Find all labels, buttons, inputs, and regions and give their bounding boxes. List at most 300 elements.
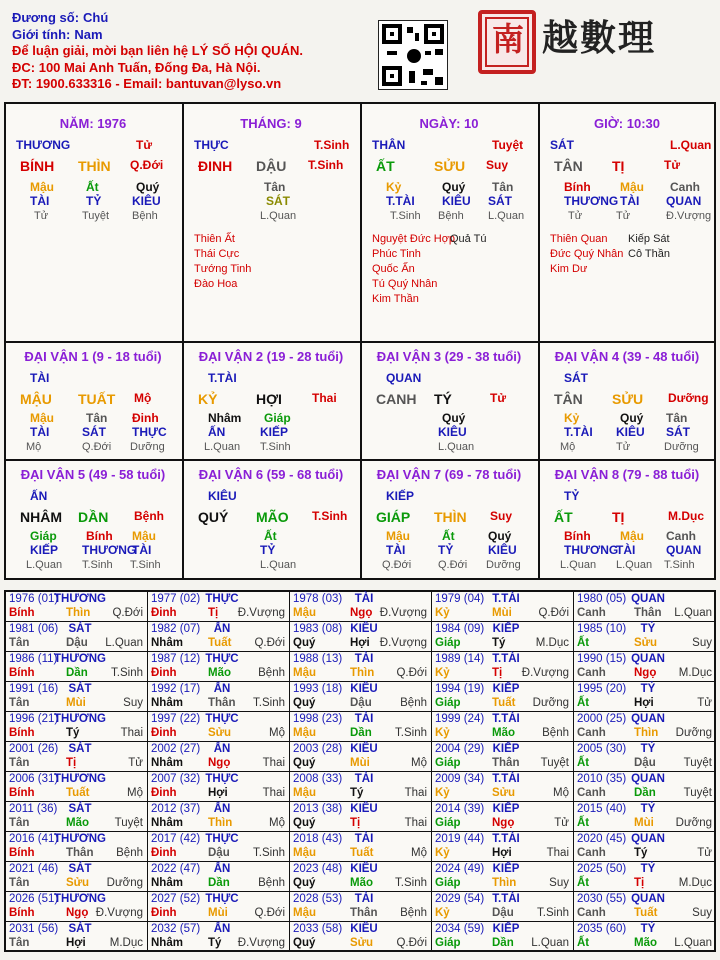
hidden-god-2: KIÊU bbox=[616, 425, 645, 439]
dai-van-chi: TÝ bbox=[434, 391, 452, 407]
year-phase: Đ.Vượng bbox=[237, 607, 285, 619]
year-god: QUAN bbox=[631, 653, 665, 665]
year-god: ẤN bbox=[213, 623, 231, 635]
year-label: 2027 (52) bbox=[151, 893, 201, 905]
year-cell bbox=[148, 712, 290, 742]
year-god: SÁT bbox=[68, 683, 92, 695]
year-god: TÀI bbox=[354, 713, 374, 725]
year-phase: T.Sinh bbox=[395, 877, 427, 889]
year-chi: Mão bbox=[66, 817, 89, 829]
year-label: 1980 (05) bbox=[577, 593, 627, 605]
pillar-chi: THÌN bbox=[78, 158, 111, 174]
year-phase: Suy bbox=[123, 697, 143, 709]
year-god: KIÊU bbox=[350, 863, 378, 875]
year-god: T.TÀI bbox=[492, 893, 520, 905]
year-chi: Ngọ bbox=[634, 667, 657, 679]
year-cell bbox=[6, 922, 148, 952]
year-chi: Hợi bbox=[492, 847, 512, 859]
year-cell bbox=[432, 862, 574, 892]
hidden-god-1: TÀI bbox=[386, 543, 406, 557]
pillar-pos: Suy bbox=[486, 158, 509, 172]
year-god: THỰC bbox=[205, 833, 239, 845]
year-phase: Mộ bbox=[411, 757, 427, 769]
year-label: 2015 (40) bbox=[577, 803, 627, 815]
year-can: Mậu bbox=[293, 907, 316, 919]
year-can: Đinh bbox=[151, 667, 177, 679]
year-cell bbox=[574, 652, 716, 682]
year-label: 1976 (01) bbox=[9, 593, 59, 605]
year-label: 1995 (20) bbox=[577, 683, 627, 695]
pillars-grid bbox=[4, 102, 716, 580]
year-label: 2021 (46) bbox=[9, 863, 59, 875]
special-star: Phúc Tinh bbox=[372, 248, 421, 260]
year-label: 2012 (37) bbox=[151, 803, 201, 815]
year-can: Bính bbox=[9, 847, 35, 859]
year-label: 2020 (45) bbox=[577, 833, 627, 845]
year-chi: Mùi bbox=[634, 817, 654, 829]
pillar-can: ĐINH bbox=[198, 158, 233, 174]
year-chi: Dần bbox=[208, 877, 230, 889]
year-chi: Tý bbox=[66, 727, 80, 739]
year-can: Giáp bbox=[435, 757, 461, 769]
year-phase: Bệnh bbox=[258, 877, 285, 889]
hidden-god-3: THỰC bbox=[132, 425, 167, 439]
year-label: 2023 (48) bbox=[293, 863, 343, 875]
year-cell bbox=[432, 892, 574, 922]
year-can: Quý bbox=[293, 697, 316, 709]
year-label: 2011 (36) bbox=[9, 803, 58, 815]
year-phase: Bệnh bbox=[542, 727, 569, 739]
year-can: Tân bbox=[9, 817, 30, 829]
qr-code bbox=[378, 20, 448, 90]
hidden-god-2: TÀI bbox=[616, 543, 636, 557]
dai-van-7 bbox=[362, 461, 538, 577]
year-cell bbox=[6, 862, 148, 892]
year-can: Kỷ bbox=[435, 607, 450, 619]
so-label: Đương số: bbox=[12, 10, 80, 25]
year-god: THỰC bbox=[205, 893, 239, 905]
pillar-can: ẤT bbox=[376, 158, 395, 174]
year-can: Đinh bbox=[151, 907, 177, 919]
year-chi: Thìn bbox=[66, 607, 91, 619]
year-cell bbox=[148, 892, 290, 922]
year-god: QUAN bbox=[631, 833, 665, 845]
year-label: 2006 (31) bbox=[9, 773, 59, 785]
year-cell bbox=[290, 772, 432, 802]
year-chi: Tý bbox=[492, 637, 506, 649]
dai-van-god: ẤN bbox=[30, 489, 48, 503]
year-chi: Dậu bbox=[208, 847, 230, 859]
year-cell bbox=[148, 742, 290, 772]
year-label: 1991 (16) bbox=[9, 683, 59, 695]
year-god: T.TÀI bbox=[492, 593, 520, 605]
hidden-god-3: QUAN bbox=[666, 543, 702, 557]
hidden-phase-1: Tử bbox=[568, 210, 583, 222]
year-chi: Ngọ bbox=[208, 757, 231, 769]
year-can: Bính bbox=[9, 607, 35, 619]
hidden-stem-2: Quý bbox=[620, 411, 644, 425]
hidden-stem-2: Tân bbox=[264, 180, 286, 194]
hidden-god-2: TÀI bbox=[620, 194, 640, 208]
dai-van-chi: HỢI bbox=[256, 391, 282, 407]
year-god: SÁT bbox=[68, 803, 92, 815]
year-chi: Tị bbox=[492, 667, 503, 679]
dai-van-1 bbox=[6, 343, 182, 459]
special-star: Thiên Ất bbox=[194, 233, 235, 245]
hidden-stem-2: Ất bbox=[442, 529, 455, 543]
year-cell bbox=[148, 592, 290, 622]
year-god: KIẾP bbox=[492, 923, 520, 935]
dai-van-phase: Thai bbox=[312, 391, 337, 405]
year-label: 2010 (35) bbox=[577, 773, 627, 785]
year-phase: L.Quan bbox=[674, 607, 712, 619]
pillar-chi: SỬU bbox=[434, 158, 466, 174]
brand-title: 越數理 bbox=[542, 17, 657, 59]
year-phase: Q.Đới bbox=[538, 607, 569, 619]
pillar-pos: T.Sinh bbox=[308, 158, 344, 172]
year-phase: Mộ bbox=[269, 727, 285, 739]
year-cell bbox=[290, 832, 432, 862]
year-cell bbox=[432, 682, 574, 712]
year-can: Canh bbox=[577, 787, 606, 799]
year-phase: Mộ bbox=[127, 787, 143, 799]
hidden-stem-2: Mậu bbox=[620, 180, 644, 194]
year-label: 2019 (44) bbox=[435, 833, 485, 845]
year-phase: Bệnh bbox=[258, 667, 285, 679]
year-chi: Dậu bbox=[634, 757, 656, 769]
year-label: 2014 (39) bbox=[435, 803, 485, 815]
year-can: Ất bbox=[577, 817, 590, 829]
hidden-stem-1: Kỷ bbox=[386, 180, 402, 194]
hidden-god-1: ẤN bbox=[208, 425, 226, 439]
year-chi: Mão bbox=[208, 667, 231, 679]
year-label: 2034 (59) bbox=[435, 923, 485, 935]
hidden-phase-1: L.Quan bbox=[560, 559, 597, 571]
dai-van-title: ĐẠI VẬN 6 (59 - 68 tuổi) bbox=[198, 467, 344, 482]
header-info bbox=[12, 10, 303, 93]
year-god: KIẾP bbox=[492, 863, 520, 875]
year-label: 2028 (53) bbox=[293, 893, 343, 905]
dai-van-god: KIÊU bbox=[208, 489, 237, 503]
year-chi: Hợi bbox=[66, 937, 86, 949]
dai-van-can: MẬU bbox=[20, 391, 52, 407]
dai-van-6 bbox=[184, 461, 360, 577]
dai-van-chi: TUẤT bbox=[78, 391, 116, 407]
hidden-phase-1: Mộ bbox=[560, 441, 576, 453]
pillar-title: NGÀY: 10 bbox=[419, 116, 479, 131]
hidden-phase-2: Bệnh bbox=[438, 210, 464, 222]
hidden-god-3: QUAN bbox=[666, 194, 702, 208]
hidden-god-2: KIẾP bbox=[260, 425, 289, 439]
year-god: THỰC bbox=[205, 773, 239, 785]
dai-van-5 bbox=[6, 461, 182, 577]
year-label: 2026 (51) bbox=[9, 893, 59, 905]
year-chi: Dần bbox=[66, 667, 88, 679]
hidden-god-2: KIÊU bbox=[438, 425, 467, 439]
dai-van-title: ĐẠI VẬN 1 (9 - 18 tuổi) bbox=[24, 349, 162, 364]
year-phase: Q.Đới bbox=[396, 667, 427, 679]
pillar-title: THÁNG: 9 bbox=[240, 116, 302, 131]
year-can: Quý bbox=[293, 637, 316, 649]
year-cell bbox=[290, 742, 432, 772]
year-label: 1984 (09) bbox=[435, 623, 485, 635]
year-can: Nhâm bbox=[151, 757, 183, 769]
hidden-god-3: TÀI bbox=[132, 543, 152, 557]
hidden-stem-3: Canh bbox=[670, 180, 700, 194]
pillar-can: BÍNH bbox=[20, 158, 55, 174]
year-label: 2009 (34) bbox=[435, 773, 485, 785]
year-can: Tân bbox=[9, 637, 30, 649]
year-cell bbox=[290, 892, 432, 922]
year-label: 1990 (15) bbox=[577, 653, 627, 665]
year-label: 1982 (07) bbox=[151, 623, 201, 635]
special-star: Kiếp Sát bbox=[628, 233, 670, 245]
year-cell bbox=[574, 712, 716, 742]
year-chi: Thìn bbox=[208, 817, 233, 829]
dai-van-phase: Bệnh bbox=[134, 509, 164, 523]
hidden-phase-2: Tử bbox=[616, 441, 631, 453]
year-chi: Mão bbox=[492, 727, 515, 739]
year-can: Canh bbox=[577, 667, 606, 679]
dai-van-title: ĐẠI VẬN 2 (19 - 28 tuổi) bbox=[198, 349, 344, 364]
hidden-phase-1: L.Quan bbox=[204, 441, 241, 453]
pillar-god: THỰC bbox=[194, 138, 229, 152]
year-phase: M.Dục bbox=[678, 877, 712, 889]
pillar-pos: Tử bbox=[664, 158, 681, 172]
year-can: Tân bbox=[9, 877, 30, 889]
year-label: 2013 (38) bbox=[293, 803, 343, 815]
year-can: Ất bbox=[577, 637, 590, 649]
year-label: 1978 (03) bbox=[293, 593, 343, 605]
year-phase: Đ.Vượng bbox=[379, 607, 427, 619]
hidden-stem-1: Mậu bbox=[386, 529, 410, 543]
special-star: Kim Dư bbox=[550, 263, 588, 275]
year-phase: Thai bbox=[404, 787, 427, 799]
gender-value: Nam bbox=[74, 26, 103, 42]
year-god: TỶ bbox=[640, 923, 656, 935]
year-cell bbox=[6, 592, 148, 622]
year-label: 1992 (17) bbox=[151, 683, 201, 695]
hidden-stem-3: Quý bbox=[488, 529, 512, 543]
year-god: KIÊU bbox=[350, 623, 378, 635]
year-phase: Suy bbox=[692, 637, 712, 649]
pillar-phase: L.Quan bbox=[670, 138, 712, 152]
year-chi: Sửu bbox=[350, 937, 374, 949]
year-label: 2035 (60) bbox=[577, 923, 627, 935]
year-phase: Q.Đới bbox=[396, 937, 427, 949]
year-chi: Sửu bbox=[492, 787, 516, 799]
year-chi: Tị bbox=[350, 817, 361, 829]
year-chi: Tý bbox=[634, 847, 648, 859]
hidden-phase-3: Dưỡng bbox=[130, 441, 165, 453]
hidden-phase-3: T.Sinh bbox=[130, 559, 161, 571]
pillar-god: SÁT bbox=[550, 138, 574, 152]
year-label: 1998 (23) bbox=[293, 713, 343, 725]
year-phase: Mộ bbox=[269, 817, 285, 829]
year-chi: Tuất bbox=[634, 907, 658, 919]
special-star: Thiên Quan bbox=[550, 233, 608, 245]
pillar-god: THƯƠNG bbox=[16, 138, 71, 152]
year-cell bbox=[148, 832, 290, 862]
year-cell bbox=[574, 742, 716, 772]
year-god: KIÊU bbox=[350, 683, 378, 695]
year-god: THƯƠNG bbox=[54, 593, 106, 605]
year-label: 2002 (27) bbox=[151, 743, 201, 755]
dai-van-chi: THÌN bbox=[434, 509, 467, 525]
year-phase: M.Dục bbox=[535, 637, 569, 649]
year-phase: Tử bbox=[554, 817, 569, 829]
year-god: TÀI bbox=[354, 593, 374, 605]
year-label: 1977 (02) bbox=[151, 593, 201, 605]
hidden-god-1: T.TÀI bbox=[386, 194, 415, 208]
year-label: 1986 (11) bbox=[9, 653, 58, 665]
hidden-god-1: T.TÀI bbox=[564, 425, 593, 439]
year-chi: Tý bbox=[350, 787, 364, 799]
year-can: Kỷ bbox=[435, 847, 450, 859]
year-can: Tân bbox=[9, 697, 30, 709]
year-phase: Bệnh bbox=[400, 697, 427, 709]
year-phase: L.Quan bbox=[531, 937, 569, 949]
year-phase: L.Quan bbox=[105, 637, 143, 649]
hidden-stem-1: Bính bbox=[564, 180, 591, 194]
year-cell bbox=[6, 892, 148, 922]
dai-van-god: T.TÀI bbox=[208, 371, 237, 385]
year-chi: Mùi bbox=[492, 607, 512, 619]
dai-van-chi: MÃO bbox=[256, 509, 289, 525]
hidden-god-2: TỶ bbox=[260, 543, 276, 557]
special-star: Đào Hoa bbox=[194, 278, 238, 290]
year-god: THỰC bbox=[205, 593, 239, 605]
dai-van-title: ĐẠI VẬN 8 (79 - 88 tuổi) bbox=[554, 467, 700, 482]
year-cell bbox=[574, 622, 716, 652]
year-cell bbox=[6, 832, 148, 862]
year-phase: Dưỡng bbox=[106, 877, 143, 889]
year-cell bbox=[6, 772, 148, 802]
hidden-phase-1: L.Quan bbox=[26, 559, 63, 571]
year-can: Nhâm bbox=[151, 637, 183, 649]
year-god: THƯƠNG bbox=[54, 833, 106, 845]
address-line: ĐC: 100 Mai Anh Tuấn, Đống Đa, Hà Nội. bbox=[12, 59, 261, 75]
dai-van-god: QUAN bbox=[386, 371, 422, 385]
year-phase: M.Dục bbox=[109, 937, 143, 949]
year-chi: Tuất bbox=[66, 787, 90, 799]
year-god: THƯƠNG bbox=[54, 893, 106, 905]
year-phase: T.Sinh bbox=[395, 727, 427, 739]
year-phase: Thai bbox=[546, 847, 569, 859]
year-label: 2007 (32) bbox=[151, 773, 201, 785]
dai-van-god: KIẾP bbox=[386, 489, 415, 503]
pillar-title: NĂM: 1976 bbox=[59, 116, 127, 131]
year-label: 1999 (24) bbox=[435, 713, 485, 725]
year-god: TỶ bbox=[640, 803, 656, 815]
year-cell bbox=[6, 682, 148, 712]
hidden-phase-1: Tử bbox=[34, 210, 49, 222]
contact-line: Để luận giải, mời bạn liên hệ LÝ SỐ HỘI QUÁN. bbox=[12, 43, 303, 58]
hidden-phase-2: Tử bbox=[616, 210, 631, 222]
hidden-phase-2: L.Quan bbox=[438, 441, 475, 453]
year-cell bbox=[148, 772, 290, 802]
year-can: Bính bbox=[9, 787, 35, 799]
dai-van-chi: TỊ bbox=[612, 509, 625, 525]
year-label: 1981 (06) bbox=[9, 623, 59, 635]
year-chi: Sửu bbox=[634, 637, 658, 649]
year-god: QUAN bbox=[631, 593, 665, 605]
pillar-phase: Tuyệt bbox=[492, 138, 524, 152]
year-phase: T.Sinh bbox=[537, 907, 569, 919]
year-chi: Tị bbox=[634, 877, 645, 889]
dai-van-title: ĐẠI VẬN 5 (49 - 58 tuổi) bbox=[20, 467, 166, 482]
hidden-stem-1: Bính bbox=[564, 529, 591, 543]
year-label: 1985 (10) bbox=[577, 623, 627, 635]
hidden-stem-3: Tân bbox=[492, 180, 514, 194]
hidden-stem-2: Quý bbox=[442, 180, 466, 194]
year-can: Ất bbox=[577, 757, 590, 769]
year-chi: Ngọ bbox=[66, 907, 89, 919]
year-god: QUAN bbox=[631, 713, 665, 725]
year-can: Đinh bbox=[151, 607, 177, 619]
year-chi: Mùi bbox=[208, 907, 228, 919]
year-cell bbox=[432, 742, 574, 772]
hidden-phase-1: T.Sinh bbox=[390, 210, 421, 222]
year-god: THƯƠNG bbox=[54, 773, 106, 785]
year-phase: Tử bbox=[697, 697, 712, 709]
hidden-god-3: KIÊU bbox=[132, 194, 161, 208]
year-can: Kỷ bbox=[435, 787, 450, 799]
hidden-stem-2: Ất bbox=[86, 180, 99, 194]
hidden-stem-2: Mậu bbox=[620, 529, 644, 543]
year-can: Mậu bbox=[293, 667, 316, 679]
hidden-god-1: TÀI bbox=[30, 425, 50, 439]
year-label: 1987 (12) bbox=[151, 653, 201, 665]
pillar-1 bbox=[184, 104, 360, 341]
hidden-stem-3: Đinh bbox=[132, 411, 159, 425]
year-label: 2024 (49) bbox=[435, 863, 485, 875]
year-label: 1997 (22) bbox=[151, 713, 201, 725]
year-can: Mậu bbox=[293, 847, 316, 859]
hidden-stem-1: Giáp bbox=[30, 529, 57, 543]
dai-van-phase: Mộ bbox=[134, 391, 152, 405]
year-god: KIÊU bbox=[350, 803, 378, 815]
year-god: ẤN bbox=[213, 683, 231, 695]
year-chi: Thân bbox=[66, 847, 94, 859]
hidden-god-2: SÁT bbox=[82, 425, 106, 439]
year-phase: Thai bbox=[404, 817, 427, 829]
year-god: THỰC bbox=[205, 713, 239, 725]
dai-van-2 bbox=[184, 343, 360, 459]
year-cell bbox=[574, 922, 716, 952]
hidden-god-2: KIÊU bbox=[442, 194, 471, 208]
year-chi: Tị bbox=[208, 607, 219, 619]
year-cell bbox=[6, 802, 148, 832]
year-chi: Thân bbox=[634, 607, 662, 619]
year-cell bbox=[290, 652, 432, 682]
special-star: Thái Cực bbox=[194, 248, 240, 260]
dai-van-8 bbox=[540, 461, 716, 577]
year-can: Đinh bbox=[151, 787, 177, 799]
dai-van-god: TÀI bbox=[30, 371, 50, 385]
year-chi: Tuất bbox=[492, 697, 516, 709]
hidden-god-3: SÁT bbox=[488, 194, 512, 208]
year-chi: Thân bbox=[208, 697, 236, 709]
year-can: Canh bbox=[577, 607, 606, 619]
year-god: THƯƠNG bbox=[54, 713, 106, 725]
phone-email-line: ĐT: 1900.633316 - Email: bantuvan@lyso.vn bbox=[12, 76, 282, 91]
year-can: Nhâm bbox=[151, 697, 183, 709]
year-chi: Thân bbox=[492, 757, 520, 769]
special-star: Kim Thần bbox=[372, 293, 419, 305]
hidden-stem-3: Canh bbox=[666, 529, 696, 543]
hidden-god-2: TỶ bbox=[438, 543, 454, 557]
